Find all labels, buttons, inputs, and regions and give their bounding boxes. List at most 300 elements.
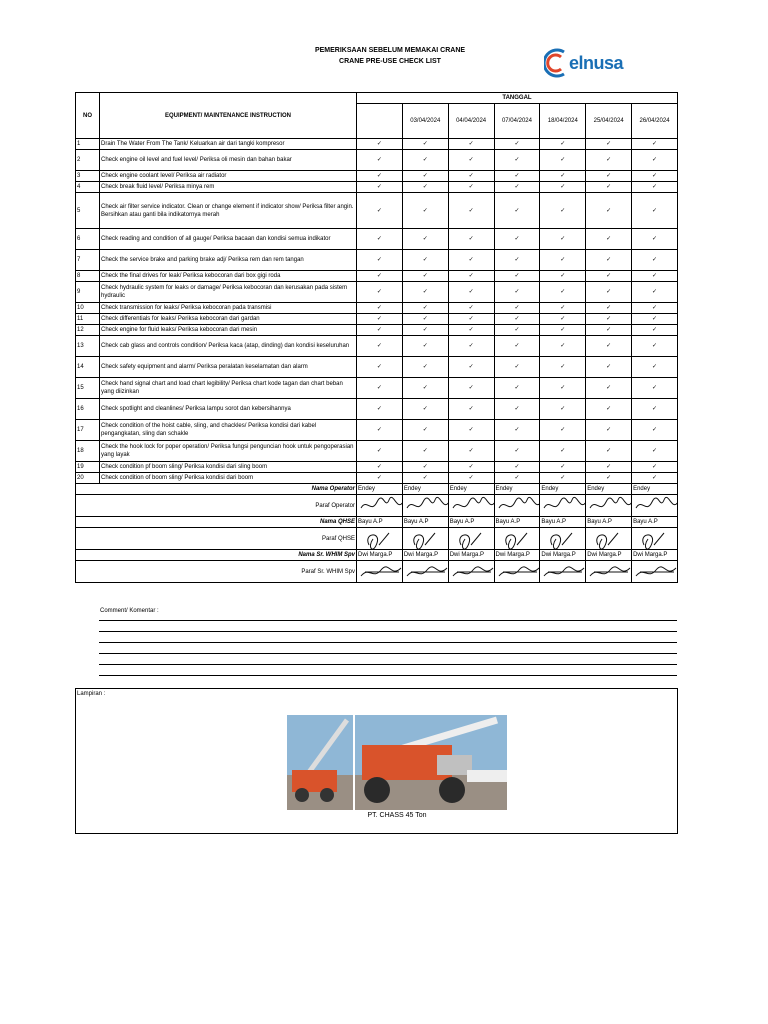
signature-cell	[357, 561, 403, 583]
check-mark: ✓	[494, 229, 540, 250]
check-mark: ✓	[357, 171, 403, 182]
check-mark: ✓	[448, 303, 494, 314]
check-mark: ✓	[586, 303, 632, 314]
check-mark: ✓	[632, 336, 678, 357]
table-row	[76, 462, 678, 473]
row-number: 1	[76, 139, 100, 150]
signature-cell	[448, 495, 494, 517]
check-mark: ✓	[448, 325, 494, 336]
row-instruction: Check hydraulic system for leaks or damage/ Periksa kebocoran dan kerusakan pada sistem hydraulic	[100, 282, 357, 303]
check-mark: ✓	[632, 378, 678, 399]
table-row	[76, 441, 678, 462]
crane-image-icon	[287, 715, 507, 810]
check-mark: ✓	[494, 336, 540, 357]
table-row	[76, 250, 678, 271]
comment-line	[99, 675, 677, 686]
attachment-label: Lampiran :	[77, 691, 106, 697]
qhse-paraf-row	[76, 528, 678, 550]
check-mark: ✓	[448, 139, 494, 150]
check-mark: ✓	[357, 462, 403, 473]
check-mark: ✓	[586, 282, 632, 303]
check-mark: ✓	[540, 325, 586, 336]
signer-name: Endey	[540, 484, 586, 495]
row-instruction: Check air filter service indicator. Clean or change element if indicator show/ Periksa filter angin. Bersihkan atau ganti bila indikatornya merah	[100, 193, 357, 229]
check-mark: ✓	[494, 182, 540, 193]
check-mark: ✓	[357, 182, 403, 193]
signer-name: Endey	[402, 484, 448, 495]
signature-cell	[632, 561, 678, 583]
check-mark: ✓	[586, 336, 632, 357]
check-mark: ✓	[402, 193, 448, 229]
check-mark: ✓	[402, 462, 448, 473]
signature-cell	[494, 495, 540, 517]
row-instruction: Check condition pf boom sling/ Periksa kondisi dari sling boom	[100, 462, 357, 473]
check-mark: ✓	[632, 171, 678, 182]
qhse-name-row	[76, 517, 678, 528]
check-mark: ✓	[540, 420, 586, 441]
signature-label: Paraf Sr. WHIM Spv	[76, 561, 357, 583]
check-mark: ✓	[357, 229, 403, 250]
check-mark: ✓	[494, 473, 540, 484]
row-number: 10	[76, 303, 100, 314]
signature-cell	[448, 561, 494, 583]
comment-line	[99, 620, 677, 631]
table-row	[76, 336, 678, 357]
signature-cell	[540, 528, 586, 550]
table-row	[76, 378, 678, 399]
row-number: 12	[76, 325, 100, 336]
signature-icon	[405, 562, 448, 582]
elnusa-logo-icon	[544, 48, 568, 78]
check-mark: ✓	[632, 399, 678, 420]
signature-cell	[402, 528, 448, 550]
check-mark: ✓	[448, 171, 494, 182]
check-mark: ✓	[494, 325, 540, 336]
signature-icon	[588, 562, 631, 582]
check-mark: ✓	[402, 182, 448, 193]
signature-label: Paraf Operator	[76, 495, 357, 517]
date-header-blank	[357, 104, 403, 139]
check-mark: ✓	[540, 193, 586, 229]
check-mark: ✓	[586, 150, 632, 171]
check-mark: ✓	[448, 250, 494, 271]
signature-cell	[632, 528, 678, 550]
check-mark: ✓	[448, 336, 494, 357]
check-mark: ✓	[586, 473, 632, 484]
check-mark: ✓	[540, 473, 586, 484]
row-number: 14	[76, 357, 100, 378]
table-row	[76, 271, 678, 282]
comment-lines	[99, 620, 677, 686]
table-row	[76, 325, 678, 336]
check-mark: ✓	[540, 441, 586, 462]
check-mark: ✓	[448, 193, 494, 229]
check-mark: ✓	[402, 441, 448, 462]
row-number: 18	[76, 441, 100, 462]
check-mark: ✓	[448, 420, 494, 441]
check-mark: ✓	[632, 139, 678, 150]
signer-name: Endey	[494, 484, 540, 495]
check-mark: ✓	[632, 193, 678, 229]
check-mark: ✓	[632, 229, 678, 250]
date-header: 04/04/2024	[448, 104, 494, 139]
row-number: 16	[76, 399, 100, 420]
logo-text: elnusa	[569, 52, 624, 73]
signature-icon	[359, 562, 402, 582]
check-mark: ✓	[357, 314, 403, 325]
row-instruction: Check cab glass and controls condition/ Periksa kaca (atap, dinding) dan kondisi keseluruhan	[100, 336, 357, 357]
check-mark: ✓	[632, 420, 678, 441]
row-instruction: Check the final drives for leak/ Periksa kebocoran dari box gigi roda	[100, 271, 357, 282]
check-mark: ✓	[402, 399, 448, 420]
header-equipment: EQUIPMENT/ MAINTENANCE INSTRUCTION	[100, 93, 357, 139]
signature-icon	[359, 529, 402, 549]
check-mark: ✓	[494, 150, 540, 171]
date-header: 07/04/2024	[494, 104, 540, 139]
check-mark: ✓	[494, 462, 540, 473]
row-instruction: Check spotlight and cleanlines/ Periksa lampu sorot dan kebersihannya	[100, 399, 357, 420]
signer-name: Bayu A.P	[586, 517, 632, 528]
signature-icon	[588, 496, 631, 516]
signature-icon	[405, 529, 448, 549]
check-mark: ✓	[357, 250, 403, 271]
check-mark: ✓	[448, 314, 494, 325]
signature-cell	[494, 561, 540, 583]
row-number: 7	[76, 250, 100, 271]
check-mark: ✓	[632, 314, 678, 325]
check-mark: ✓	[402, 282, 448, 303]
check-mark: ✓	[586, 441, 632, 462]
row-number: 11	[76, 314, 100, 325]
signer-name: Dwi Marga.P	[357, 550, 403, 561]
check-mark: ✓	[540, 336, 586, 357]
check-mark: ✓	[586, 139, 632, 150]
check-mark: ✓	[448, 229, 494, 250]
table-row	[76, 420, 678, 441]
whim-name-row	[76, 550, 678, 561]
check-mark: ✓	[402, 303, 448, 314]
check-mark: ✓	[540, 303, 586, 314]
check-mark: ✓	[632, 282, 678, 303]
table-row	[76, 229, 678, 250]
check-mark: ✓	[357, 325, 403, 336]
check-mark: ✓	[540, 378, 586, 399]
title-line-1: PEMERIKSAAN SEBELUM MEMAKAI CRANE	[314, 47, 466, 54]
check-mark: ✓	[540, 271, 586, 282]
check-mark: ✓	[494, 271, 540, 282]
check-mark: ✓	[402, 357, 448, 378]
signer-name: Bayu A.P	[402, 517, 448, 528]
check-mark: ✓	[586, 399, 632, 420]
check-mark: ✓	[586, 462, 632, 473]
table-row	[76, 303, 678, 314]
table-row	[76, 193, 678, 229]
check-mark: ✓	[586, 271, 632, 282]
check-mark: ✓	[357, 378, 403, 399]
row-instruction: Check condition of boom sling/ Periksa kondisi dari boom	[100, 473, 357, 484]
signer-name: Endey	[632, 484, 678, 495]
signature-icon	[497, 562, 540, 582]
signer-name: Endey	[357, 484, 403, 495]
check-mark: ✓	[494, 378, 540, 399]
signer-name: Bayu A.P	[632, 517, 678, 528]
signature-icon	[634, 529, 677, 549]
signer-name: Dwi Marga.P	[632, 550, 678, 561]
check-mark: ✓	[540, 399, 586, 420]
table-row	[76, 473, 678, 484]
row-instruction: Check condition of the hoist cable, sling, and chackles/ Periksa kondisi dari kabel pengangkatan, sling dan schakle	[100, 420, 357, 441]
check-mark: ✓	[494, 314, 540, 325]
check-mark: ✓	[402, 325, 448, 336]
check-mark: ✓	[448, 357, 494, 378]
signer-name: Dwi Marga.P	[402, 550, 448, 561]
row-instruction: Check engine coolant level/ Periksa air radiator	[100, 171, 357, 182]
row-number: 3	[76, 171, 100, 182]
checklist-table	[75, 92, 678, 583]
row-instruction: Check transmission for leaks/ Periksa kebocoran pada transmisi	[100, 303, 357, 314]
check-mark: ✓	[448, 182, 494, 193]
comment-line	[99, 653, 677, 664]
signer-name: Dwi Marga.P	[586, 550, 632, 561]
comment-label: Comment/ Komentar :	[100, 608, 159, 614]
comment-line	[99, 664, 677, 675]
signature-cell	[586, 561, 632, 583]
signature-label: Nama Sr. WHIM Spv	[76, 550, 357, 561]
row-number: 6	[76, 229, 100, 250]
check-mark: ✓	[448, 441, 494, 462]
check-mark: ✓	[357, 441, 403, 462]
check-mark: ✓	[540, 282, 586, 303]
signer-name: Endey	[586, 484, 632, 495]
check-mark: ✓	[357, 473, 403, 484]
table-row	[76, 282, 678, 303]
check-mark: ✓	[586, 357, 632, 378]
checklist-body	[76, 139, 678, 583]
check-mark: ✓	[494, 250, 540, 271]
check-mark: ✓	[494, 399, 540, 420]
check-mark: ✓	[540, 182, 586, 193]
row-number: 17	[76, 420, 100, 441]
row-instruction: Check safety equipment and alarm/ Periksa peralatan keselamatan dan alarm	[100, 357, 357, 378]
signature-cell	[632, 495, 678, 517]
check-mark: ✓	[586, 420, 632, 441]
check-mark: ✓	[357, 193, 403, 229]
check-mark: ✓	[494, 139, 540, 150]
check-mark: ✓	[632, 150, 678, 171]
check-mark: ✓	[357, 399, 403, 420]
check-mark: ✓	[494, 282, 540, 303]
check-mark: ✓	[494, 441, 540, 462]
row-instruction: Check the service brake and parking brake adj/ Periksa rem dan rem tangan	[100, 250, 357, 271]
check-mark: ✓	[402, 378, 448, 399]
date-header: 18/04/2024	[540, 104, 586, 139]
check-mark: ✓	[357, 336, 403, 357]
signature-cell	[357, 528, 403, 550]
signature-icon	[588, 529, 631, 549]
check-mark: ✓	[586, 314, 632, 325]
check-mark: ✓	[586, 171, 632, 182]
header-no: NO	[76, 93, 100, 139]
signer-name: Dwi Marga.P	[448, 550, 494, 561]
row-number: 2	[76, 150, 100, 171]
check-mark: ✓	[357, 357, 403, 378]
check-mark: ✓	[586, 182, 632, 193]
title-line-2: CRANE PRE-USE CHECK LIST	[339, 58, 441, 65]
check-mark: ✓	[586, 250, 632, 271]
row-instruction: Check engine oil level and fuel level/ Periksa oli mesin dan bahan bakar	[100, 150, 357, 171]
check-mark: ✓	[357, 271, 403, 282]
attachment-box	[75, 688, 678, 834]
table-row	[76, 139, 678, 150]
signature-cell	[448, 528, 494, 550]
signature-cell	[586, 528, 632, 550]
date-header: 26/04/2024	[632, 104, 678, 139]
check-mark: ✓	[586, 325, 632, 336]
signer-name: Dwi Marga.P	[540, 550, 586, 561]
crane-photo	[287, 715, 507, 810]
row-number: 4	[76, 182, 100, 193]
signer-name: Endey	[448, 484, 494, 495]
signature-label: Nama QHSE	[76, 517, 357, 528]
check-mark: ✓	[632, 325, 678, 336]
table-row	[76, 182, 678, 193]
check-mark: ✓	[402, 229, 448, 250]
row-instruction: Drain The Water From The Tank/ Keluarkan air dari tangki kompresor	[100, 139, 357, 150]
company-logo	[544, 46, 623, 80]
signature-cell	[402, 561, 448, 583]
signer-name: Bayu A.P	[448, 517, 494, 528]
check-mark: ✓	[448, 282, 494, 303]
signature-icon	[542, 529, 585, 549]
check-mark: ✓	[357, 150, 403, 171]
check-mark: ✓	[540, 250, 586, 271]
check-mark: ✓	[632, 271, 678, 282]
signature-cell	[357, 495, 403, 517]
comment-line	[99, 631, 677, 642]
check-mark: ✓	[402, 171, 448, 182]
comment-line	[99, 642, 677, 653]
check-mark: ✓	[540, 314, 586, 325]
check-mark: ✓	[540, 171, 586, 182]
check-mark: ✓	[540, 139, 586, 150]
signature-icon	[542, 496, 585, 516]
row-instruction: Check reading and condition of all gauge/ Periksa bacaan dan kondisi semua indikator	[100, 229, 357, 250]
check-mark: ✓	[448, 150, 494, 171]
signature-label: Nama Operator	[76, 484, 357, 495]
check-mark: ✓	[540, 462, 586, 473]
check-mark: ✓	[632, 473, 678, 484]
date-header: 25/04/2024	[586, 104, 632, 139]
check-mark: ✓	[540, 357, 586, 378]
signature-icon	[497, 496, 540, 516]
operator-paraf-row	[76, 495, 678, 517]
check-mark: ✓	[494, 357, 540, 378]
check-mark: ✓	[448, 462, 494, 473]
signer-name: Bayu A.P	[494, 517, 540, 528]
check-mark: ✓	[357, 282, 403, 303]
row-number: 8	[76, 271, 100, 282]
signature-icon	[497, 529, 540, 549]
check-mark: ✓	[632, 441, 678, 462]
row-instruction: Check the hook lock for poper operation/ Periksa fungsi penguncian hook untuk pengoperasian yang layak	[100, 441, 357, 462]
check-mark: ✓	[402, 139, 448, 150]
whim-paraf-row	[76, 561, 678, 583]
check-mark: ✓	[402, 250, 448, 271]
row-instruction: Check differentials for leaks/ Periksa kebocoran dari gardan	[100, 314, 357, 325]
signature-cell	[402, 495, 448, 517]
signature-cell	[540, 495, 586, 517]
check-mark: ✓	[448, 399, 494, 420]
signature-icon	[451, 562, 494, 582]
check-mark: ✓	[540, 150, 586, 171]
check-mark: ✓	[494, 420, 540, 441]
signer-name: Bayu A.P	[357, 517, 403, 528]
row-instruction: Check engine for fluid leaks/ Periksa kebocoran dari mesin	[100, 325, 357, 336]
check-mark: ✓	[357, 420, 403, 441]
signature-icon	[634, 562, 677, 582]
signature-cell	[494, 528, 540, 550]
signature-icon	[359, 496, 402, 516]
row-instruction: Check hand signal chart and load chart legibility/ Periksa chart kode tagan dan chart beban yang diizinkan	[100, 378, 357, 399]
check-mark: ✓	[494, 171, 540, 182]
check-mark: ✓	[494, 193, 540, 229]
signature-icon	[634, 496, 677, 516]
row-number: 19	[76, 462, 100, 473]
row-instruction: Check break fluid level/ Periksa minya rem	[100, 182, 357, 193]
header-tanggal: TANGGAL	[357, 93, 678, 104]
signer-name: Dwi Marga.P	[494, 550, 540, 561]
row-number: 20	[76, 473, 100, 484]
table-row	[76, 171, 678, 182]
check-mark: ✓	[402, 314, 448, 325]
check-mark: ✓	[357, 139, 403, 150]
check-mark: ✓	[448, 271, 494, 282]
check-mark: ✓	[357, 303, 403, 314]
check-mark: ✓	[448, 473, 494, 484]
check-mark: ✓	[586, 229, 632, 250]
table-row	[76, 357, 678, 378]
signature-icon	[451, 496, 494, 516]
signature-icon	[542, 562, 585, 582]
signature-icon	[405, 496, 448, 516]
row-number: 9	[76, 282, 100, 303]
row-number: 13	[76, 336, 100, 357]
check-mark: ✓	[540, 229, 586, 250]
row-number: 15	[76, 378, 100, 399]
table-row	[76, 150, 678, 171]
signature-cell	[540, 561, 586, 583]
check-mark: ✓	[586, 378, 632, 399]
check-mark: ✓	[494, 303, 540, 314]
check-mark: ✓	[402, 150, 448, 171]
signature-icon	[451, 529, 494, 549]
check-mark: ✓	[402, 473, 448, 484]
check-mark: ✓	[448, 378, 494, 399]
check-mark: ✓	[632, 357, 678, 378]
check-mark: ✓	[632, 250, 678, 271]
check-mark: ✓	[402, 420, 448, 441]
document-title	[260, 45, 520, 67]
check-mark: ✓	[632, 182, 678, 193]
operator-name-row	[76, 484, 678, 495]
check-mark: ✓	[402, 336, 448, 357]
date-header: 03/04/2024	[402, 104, 448, 139]
check-mark: ✓	[632, 303, 678, 314]
table-row	[76, 399, 678, 420]
table-row	[76, 314, 678, 325]
signature-label: Paraf QHSE	[76, 528, 357, 550]
row-number: 5	[76, 193, 100, 229]
